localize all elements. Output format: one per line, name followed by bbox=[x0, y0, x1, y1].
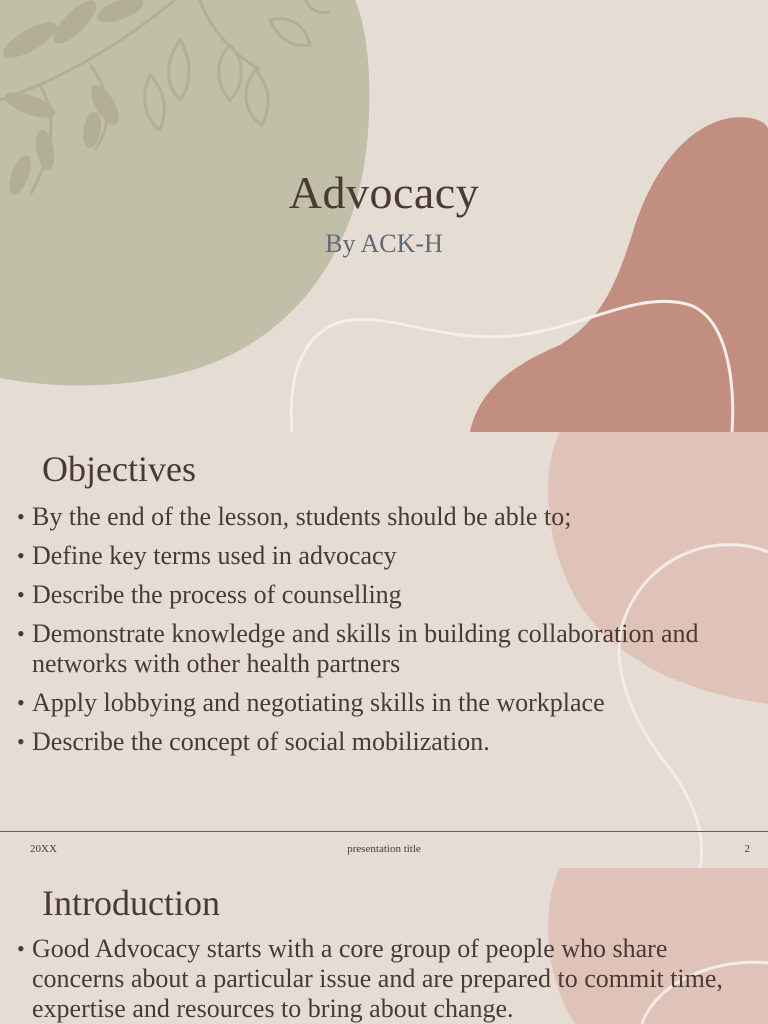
list-item: • Demonstrate knowledge and skills in building collaboration and networks with other health partners bbox=[15, 619, 735, 679]
footer-date: 20XX bbox=[30, 843, 57, 855]
footer-presentation-title: presentation title bbox=[347, 843, 421, 855]
introduction-slide bbox=[0, 868, 768, 1024]
presentation-subtitle: By ACK-H bbox=[325, 229, 443, 258]
footer-page-number: 2 bbox=[744, 843, 750, 855]
terracotta-blob-shape bbox=[470, 117, 768, 432]
list-item: • Apply lobbying and negotiating skills in the workplace bbox=[15, 688, 735, 718]
footer-divider bbox=[0, 831, 768, 832]
list-item: • By the end of the lesson, students should be able to; bbox=[15, 502, 735, 532]
list-item: • Describe the process of counselling bbox=[15, 580, 735, 610]
list-item: • Describe the concept of social mobilization. bbox=[15, 727, 735, 757]
introduction-heading: Introduction bbox=[42, 883, 220, 923]
objectives-list bbox=[15, 502, 735, 766]
presentation-title: Advocacy bbox=[288, 167, 480, 218]
list-item: • Define key terms used in advocacy bbox=[15, 541, 735, 571]
list-item: • Good Advocacy starts with a core group of people who share concerns about a particular issue and are prepared to commit time, expertise and resources to bring about change. bbox=[15, 934, 735, 1024]
objectives-slide bbox=[0, 432, 768, 868]
title-slide bbox=[0, 0, 768, 432]
objectives-heading: Objectives bbox=[42, 449, 196, 489]
introduction-list bbox=[15, 934, 735, 1024]
